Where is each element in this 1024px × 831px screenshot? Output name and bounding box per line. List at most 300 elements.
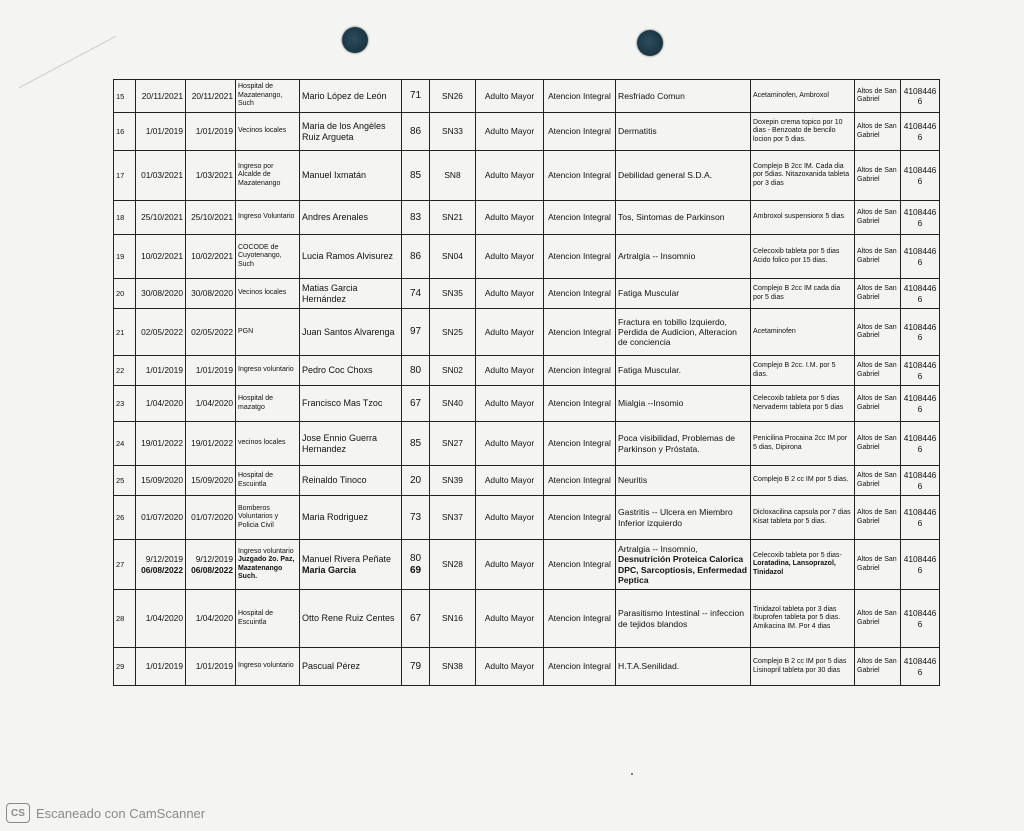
location-text: Altos de San Gabriel: [857, 123, 897, 139]
date-ingreso-text: 01/03/2021: [141, 170, 183, 181]
phone-text: 41084466: [903, 608, 937, 629]
location: [855, 422, 901, 466]
row-number: [114, 466, 136, 496]
date-ingreso-text: 1/01/2019: [145, 661, 183, 672]
date-registro-text: 1/04/2020: [195, 613, 233, 624]
date-registro-text: 19/01/2022: [191, 438, 233, 449]
diagnosis-text: Debilidad general S.D.A.: [618, 170, 713, 181]
service-type-text: Atencion Integral: [548, 398, 611, 409]
age-group-text: Adulto Mayor: [484, 475, 535, 486]
age-group-text: Adulto Mayor: [484, 512, 535, 523]
treatment: [751, 540, 855, 590]
row-number: [114, 309, 136, 356]
date-ingreso-text: 01/07/2020: [141, 512, 183, 523]
service-type-text: Atencion Integral: [548, 365, 611, 376]
referral-source: [236, 466, 300, 496]
service-type-text: Atencion Integral: [548, 126, 611, 137]
phone: [901, 422, 940, 466]
service-type: [544, 80, 616, 113]
patient-code: [430, 386, 476, 422]
date-ingreso-text: 1/04/2020: [145, 613, 183, 624]
location-text: Altos de San Gabriel: [857, 509, 897, 525]
date-registro-text: 30/08/2020: [191, 288, 233, 299]
patient-age: [402, 279, 430, 309]
diagnosis: [616, 113, 751, 151]
scanner-footer: [6, 803, 205, 823]
location-text: Altos de San Gabriel: [857, 472, 897, 488]
patient-name-text: Andres Arenales: [302, 212, 369, 223]
row-number-text: 29: [116, 662, 125, 671]
patient-code-text: SN8: [444, 170, 461, 181]
diagnosis-text: Resfriado Comun: [618, 90, 685, 101]
row-number-text: 25: [116, 476, 125, 485]
patient-name: [300, 279, 402, 309]
row-number-text: 20: [116, 289, 125, 298]
patient-age: [402, 80, 430, 113]
date-ingreso: [136, 496, 186, 540]
referral-source-second-text: Juzgado 2o. Paz, Mazatenango Such.: [238, 556, 295, 580]
patient-age: [402, 151, 430, 201]
referral-source-text: Ingreso voluntario: [238, 366, 294, 374]
location: [855, 540, 901, 590]
patient-code: [430, 356, 476, 386]
diagnosis: [616, 386, 751, 422]
phone: [901, 151, 940, 201]
date-ingreso-text: 1/04/2020: [145, 398, 183, 409]
date-ingreso-text: 1/01/2019: [145, 126, 183, 137]
date-ingreso: [136, 201, 186, 235]
phone-text: 41084466: [903, 360, 937, 381]
referral-source-text: Ingreso voluntario: [238, 547, 294, 555]
date-registro-text: 15/09/2020: [191, 475, 233, 486]
treatment-text: Complejo B 2cc IM. Cada dia por 5dias. Nitazoxanida tableta por 3 dias: [753, 162, 850, 187]
service-type: [544, 648, 616, 686]
table-row: [114, 151, 940, 201]
treatment: [751, 386, 855, 422]
phone: [901, 540, 940, 590]
patient-code-text: SN16: [442, 613, 463, 624]
phone-text: 41084466: [903, 246, 937, 267]
date-ingreso-text: 1/01/2019: [145, 365, 183, 376]
patient-age-text: 67: [409, 612, 422, 624]
service-type: [544, 309, 616, 356]
phone-text: 41084466: [903, 85, 937, 106]
age-group-text: Adulto Mayor: [484, 126, 535, 137]
patient-name: [300, 540, 402, 590]
referral-source: [236, 201, 300, 235]
table-row: [114, 235, 940, 279]
treatment-text: Celecoxib tableta por 5 dias Nervaderm tableta por 5 dias: [753, 395, 844, 411]
location-text: Altos de San Gabriel: [857, 323, 897, 339]
age-group-text: Adulto Mayor: [484, 613, 535, 624]
service-type: [544, 386, 616, 422]
phone: [901, 279, 940, 309]
row-number: [114, 540, 136, 590]
location: [855, 590, 901, 648]
treatment: [751, 113, 855, 151]
date-ingreso: [136, 540, 186, 590]
treatment-text: Tinidazol tableta por 3 dias Ibuprofen tableta por 5 dias. Amikacina IM. Por 4 dias: [753, 605, 841, 630]
diagnosis: [616, 80, 751, 113]
table-row: [114, 386, 940, 422]
patient-name-text: Maria de los Angèles Ruiz Argueta: [302, 120, 386, 142]
location: [855, 201, 901, 235]
referral-source: [236, 113, 300, 151]
age-group: [476, 151, 544, 201]
table-row: [114, 648, 940, 686]
referral-source-text: COCODE de Cuyotenango, Such: [238, 243, 282, 268]
treatment-text: Complejo B 2cc IM cada dia por 5 dias: [753, 285, 841, 301]
date-registro: [186, 235, 236, 279]
row-number: [114, 386, 136, 422]
patient-age: [402, 590, 430, 648]
age-group: [476, 422, 544, 466]
patient-code-text: SN26: [442, 90, 463, 101]
date-ingreso-text: 10/02/2021: [141, 251, 183, 262]
diagnosis: [616, 201, 751, 235]
patient-name-text: Mario López de León: [302, 90, 387, 101]
diagnosis: [616, 309, 751, 356]
camscanner-logo: CS: [6, 803, 30, 823]
patient-age: [402, 235, 430, 279]
diagnosis-text: Mialgia --Insomio: [618, 398, 684, 409]
patient-name-text: Jose Ennio Guerra Hernandez: [302, 432, 378, 454]
location: [855, 648, 901, 686]
date-ingreso-text: 30/08/2020: [141, 288, 183, 299]
service-type-text: Atencion Integral: [548, 170, 611, 181]
patient-code: [430, 309, 476, 356]
service-type: [544, 422, 616, 466]
row-number: [114, 279, 136, 309]
binder-hole-left: [342, 27, 368, 53]
age-group-text: Adulto Mayor: [484, 90, 535, 101]
location: [855, 356, 901, 386]
table-row: [114, 279, 940, 309]
row-number-text: 23: [116, 399, 125, 408]
date-ingreso: [136, 80, 186, 113]
location: [855, 386, 901, 422]
referral-source: [236, 590, 300, 648]
service-type: [544, 590, 616, 648]
location-text: Altos de San Gabriel: [857, 395, 897, 411]
phone: [901, 235, 940, 279]
location: [855, 466, 901, 496]
row-number-text: 22: [116, 366, 125, 375]
row-number-text: 19: [116, 252, 125, 261]
date-ingreso-text: 15/09/2020: [141, 475, 183, 486]
patient-code-text: SN04: [442, 251, 463, 262]
treatment-text: Ambroxol suspensionx 5 dias: [753, 213, 845, 221]
date-ingreso-text: 9/12/2019: [145, 554, 183, 565]
diagnosis-text: Neuritis: [618, 475, 648, 486]
patient-age-text: 67: [409, 397, 422, 409]
row-number: [114, 422, 136, 466]
referral-source: [236, 422, 300, 466]
date-ingreso: [136, 309, 186, 356]
date-registro: [186, 80, 236, 113]
date-registro-text: 20/11/2021: [191, 90, 233, 101]
patient-name-second-text: Maria Garcia: [302, 564, 357, 575]
treatment-text: Celecoxib tableta por 5 dias Acido folico por 15 dias.: [753, 248, 840, 264]
patient-age: [402, 540, 430, 590]
paper-crease: [0, 0, 116, 88]
date-registro-text: 9/12/2019: [195, 554, 233, 565]
patient-code-text: SN21: [442, 212, 463, 223]
treatment: [751, 201, 855, 235]
patient-age-text: 97: [409, 326, 422, 337]
referral-source-text: PGN: [238, 327, 254, 335]
date-ingreso: [136, 113, 186, 151]
patient-name: [300, 113, 402, 151]
referral-source: [236, 648, 300, 686]
patient-age-text: 71: [409, 90, 422, 101]
phone: [901, 356, 940, 386]
date-registro: [186, 540, 236, 590]
scanner-label: Escaneado con CamScanner: [36, 805, 206, 821]
patient-age-text: 20: [409, 474, 422, 486]
patient-code-text: SN33: [442, 126, 463, 137]
date-registro-text: 1/01/2019: [195, 661, 233, 672]
patient-name-text: Manuel Ixmatán: [302, 170, 367, 181]
age-group-text: Adulto Mayor: [484, 559, 535, 570]
row-number: [114, 113, 136, 151]
treatment-text: Doxepin crema topico por 10 dias - Benzoato de bencilo locion por 5 dias.: [753, 118, 843, 143]
patient-name-text: Otto Rene Ruiz Centes: [302, 613, 395, 624]
referral-source: [236, 80, 300, 113]
location-text: Altos de San Gabriel: [857, 362, 897, 378]
date-registro-text: 1/03/2021: [195, 170, 233, 181]
row-number: [114, 151, 136, 201]
diagnosis-text: Gastritis -- Ulcera en Miembro Inferior izquierdo: [618, 507, 733, 528]
referral-source-text: Hospital de Mazatenango, Such: [238, 83, 283, 108]
service-type-text: Atencion Integral: [548, 559, 611, 570]
service-type: [544, 466, 616, 496]
diagnosis-text: Poca visibilidad, Problemas de Parkinson y Próstata.: [618, 433, 736, 454]
referral-source: [236, 356, 300, 386]
patient-code-text: SN27: [442, 438, 463, 449]
location-text: Altos de San Gabriel: [857, 610, 897, 626]
location-text: Altos de San Gabriel: [857, 167, 897, 183]
diagnosis: [616, 356, 751, 386]
patient-age-text: 80: [409, 552, 422, 564]
patient-name: [300, 151, 402, 201]
location: [855, 496, 901, 540]
row-number: [114, 80, 136, 113]
patient-name-text: Reinaldo Tinoco: [302, 475, 367, 486]
location-text: Altos de San Gabriel: [857, 248, 897, 264]
referral-source-text: Hospital de Escuintla: [238, 472, 274, 488]
age-group-text: Adulto Mayor: [484, 661, 535, 672]
date-registro: [186, 648, 236, 686]
location: [855, 151, 901, 201]
age-group: [476, 113, 544, 151]
patient-age-text: 73: [409, 511, 422, 523]
patient-age-text: 83: [409, 211, 422, 223]
age-group: [476, 496, 544, 540]
patient-code-text: SN25: [442, 326, 463, 337]
phone-text: 41084466: [903, 321, 937, 342]
patient-code: [430, 590, 476, 648]
service-type-text: Atencion Integral: [548, 512, 611, 523]
table-row: [114, 466, 940, 496]
service-type: [544, 235, 616, 279]
phone-text: 41084466: [903, 165, 937, 186]
row-number: [114, 648, 136, 686]
date-ingreso: [136, 279, 186, 309]
patient-code: [430, 279, 476, 309]
row-number-text: 28: [116, 614, 125, 623]
phone-text: 41084466: [903, 283, 937, 304]
service-type: [544, 496, 616, 540]
phone: [901, 590, 940, 648]
phone: [901, 386, 940, 422]
patient-name-text: Manuel Rivera Peñate: [302, 553, 392, 564]
patient-age-text: 80: [409, 364, 422, 376]
location: [855, 113, 901, 151]
referral-source-text: Ingreso por Alcalde de Mazatenango: [238, 162, 281, 187]
phone-text: 41084466: [903, 433, 937, 454]
age-group: [476, 309, 544, 356]
diagnosis: [616, 235, 751, 279]
date-ingreso: [136, 151, 186, 201]
age-group: [476, 466, 544, 496]
diagnosis-text: Parasitismo Intestinal -- infeccion de tejidos blandos: [618, 608, 745, 629]
diagnosis-text: Artralgia -- Insomnio: [618, 251, 696, 262]
diagnosis: [616, 466, 751, 496]
treatment-text: Complejo B 2 cc IM por 5 dias.: [753, 476, 849, 484]
patient-code: [430, 466, 476, 496]
patient-age: [402, 648, 430, 686]
age-group-text: Adulto Mayor: [484, 288, 535, 299]
location: [855, 279, 901, 309]
referral-source: [236, 540, 300, 590]
patient-code: [430, 113, 476, 151]
referral-source: [236, 235, 300, 279]
date-ingreso: [136, 648, 186, 686]
patient-code-text: SN37: [442, 512, 463, 523]
patient-name-text: Francisco Mas Tzoc: [302, 398, 383, 409]
service-type: [544, 540, 616, 590]
treatment: [751, 648, 855, 686]
patient-name: [300, 466, 402, 496]
referral-source-text: Bomberos Voluntarios y Policia Civil: [238, 504, 279, 529]
patient-code-text: SN39: [442, 475, 463, 486]
patient-age: [402, 309, 430, 356]
patient-code: [430, 151, 476, 201]
table-row: [114, 356, 940, 386]
patient-age-text: 85: [409, 437, 422, 449]
patient-age-text: 79: [409, 660, 422, 672]
age-group-text: Adulto Mayor: [484, 398, 535, 409]
treatment-text: Complejo B 2cc. I.M. por 5 dias.: [753, 362, 836, 378]
patient-code-text: SN35: [442, 288, 463, 299]
patient-name-text: Pascual Pérez: [302, 661, 361, 672]
treatment: [751, 151, 855, 201]
service-type-text: Atencion Integral: [548, 326, 611, 337]
diagnosis: [616, 279, 751, 309]
date-registro: [186, 201, 236, 235]
location: [855, 80, 901, 113]
patient-age-text: 86: [409, 125, 422, 137]
diagnosis-text: H.T.A.Senilidad.: [618, 661, 680, 672]
date-ingreso: [136, 466, 186, 496]
patient-name: [300, 422, 402, 466]
location: [855, 235, 901, 279]
row-number-text: 27: [116, 560, 125, 569]
date-ingreso: [136, 590, 186, 648]
service-type: [544, 113, 616, 151]
referral-source: [236, 496, 300, 540]
service-type-text: Atencion Integral: [548, 90, 611, 101]
date-registro: [186, 279, 236, 309]
row-number-text: 17: [116, 171, 125, 180]
diagnosis: [616, 151, 751, 201]
treatment-text: Complejo B 2 cc IM por 5 dias Lisinopril tableta por 30 dias: [753, 658, 847, 674]
age-group: [476, 201, 544, 235]
age-group: [476, 279, 544, 309]
row-number-text: 21: [116, 327, 125, 337]
phone-text: 41084466: [903, 507, 937, 528]
patient-age: [402, 356, 430, 386]
service-type-text: Atencion Integral: [548, 212, 611, 223]
date-ingreso: [136, 356, 186, 386]
date-ingreso-text: 02/05/2022: [141, 326, 183, 337]
diagnosis: [616, 540, 751, 590]
table-row: [114, 496, 940, 540]
patient-age: [402, 113, 430, 151]
patient-code: [430, 648, 476, 686]
patient-age: [402, 422, 430, 466]
patient-name-text: Matias Garcia Hernández: [302, 282, 358, 304]
table-row: [114, 540, 940, 590]
patient-name-text: Lucia Ramos Alvisurez: [302, 251, 394, 262]
date-registro-text: 02/05/2022: [191, 326, 233, 337]
treatment: [751, 309, 855, 356]
paper-speck: [631, 773, 633, 775]
date-registro-second-text: 06/08/2022: [191, 564, 233, 575]
location-text: Altos de San Gabriel: [857, 556, 897, 572]
table-row: [114, 309, 940, 356]
referral-source: [236, 386, 300, 422]
patient-code-text: SN28: [442, 559, 463, 570]
diagnosis-text: Fatiga Muscular: [618, 288, 680, 299]
service-type-text: Atencion Integral: [548, 438, 611, 449]
age-group-text: Adulto Mayor: [484, 326, 535, 337]
date-ingreso-text: 19/01/2022: [141, 438, 183, 449]
date-registro-text: 1/04/2020: [195, 398, 233, 409]
patient-age: [402, 201, 430, 235]
referral-source: [236, 309, 300, 356]
service-type: [544, 201, 616, 235]
age-group-text: Adulto Mayor: [484, 365, 535, 376]
patient-age: [402, 466, 430, 496]
patient-age: [402, 386, 430, 422]
patient-code: [430, 496, 476, 540]
patient-age-second-text: 69: [409, 564, 422, 576]
location-text: Altos de San Gabriel: [857, 285, 897, 301]
row-number: [114, 201, 136, 235]
date-ingreso: [136, 422, 186, 466]
patient-name: [300, 496, 402, 540]
date-registro: [186, 386, 236, 422]
patient-name: [300, 386, 402, 422]
phone-text: 41084466: [903, 554, 937, 575]
age-group: [476, 235, 544, 279]
patient-code-text: SN02: [442, 365, 463, 376]
row-number-text: 18: [116, 213, 125, 222]
referral-source: [236, 279, 300, 309]
location-text: Altos de San Gabriel: [857, 658, 897, 674]
